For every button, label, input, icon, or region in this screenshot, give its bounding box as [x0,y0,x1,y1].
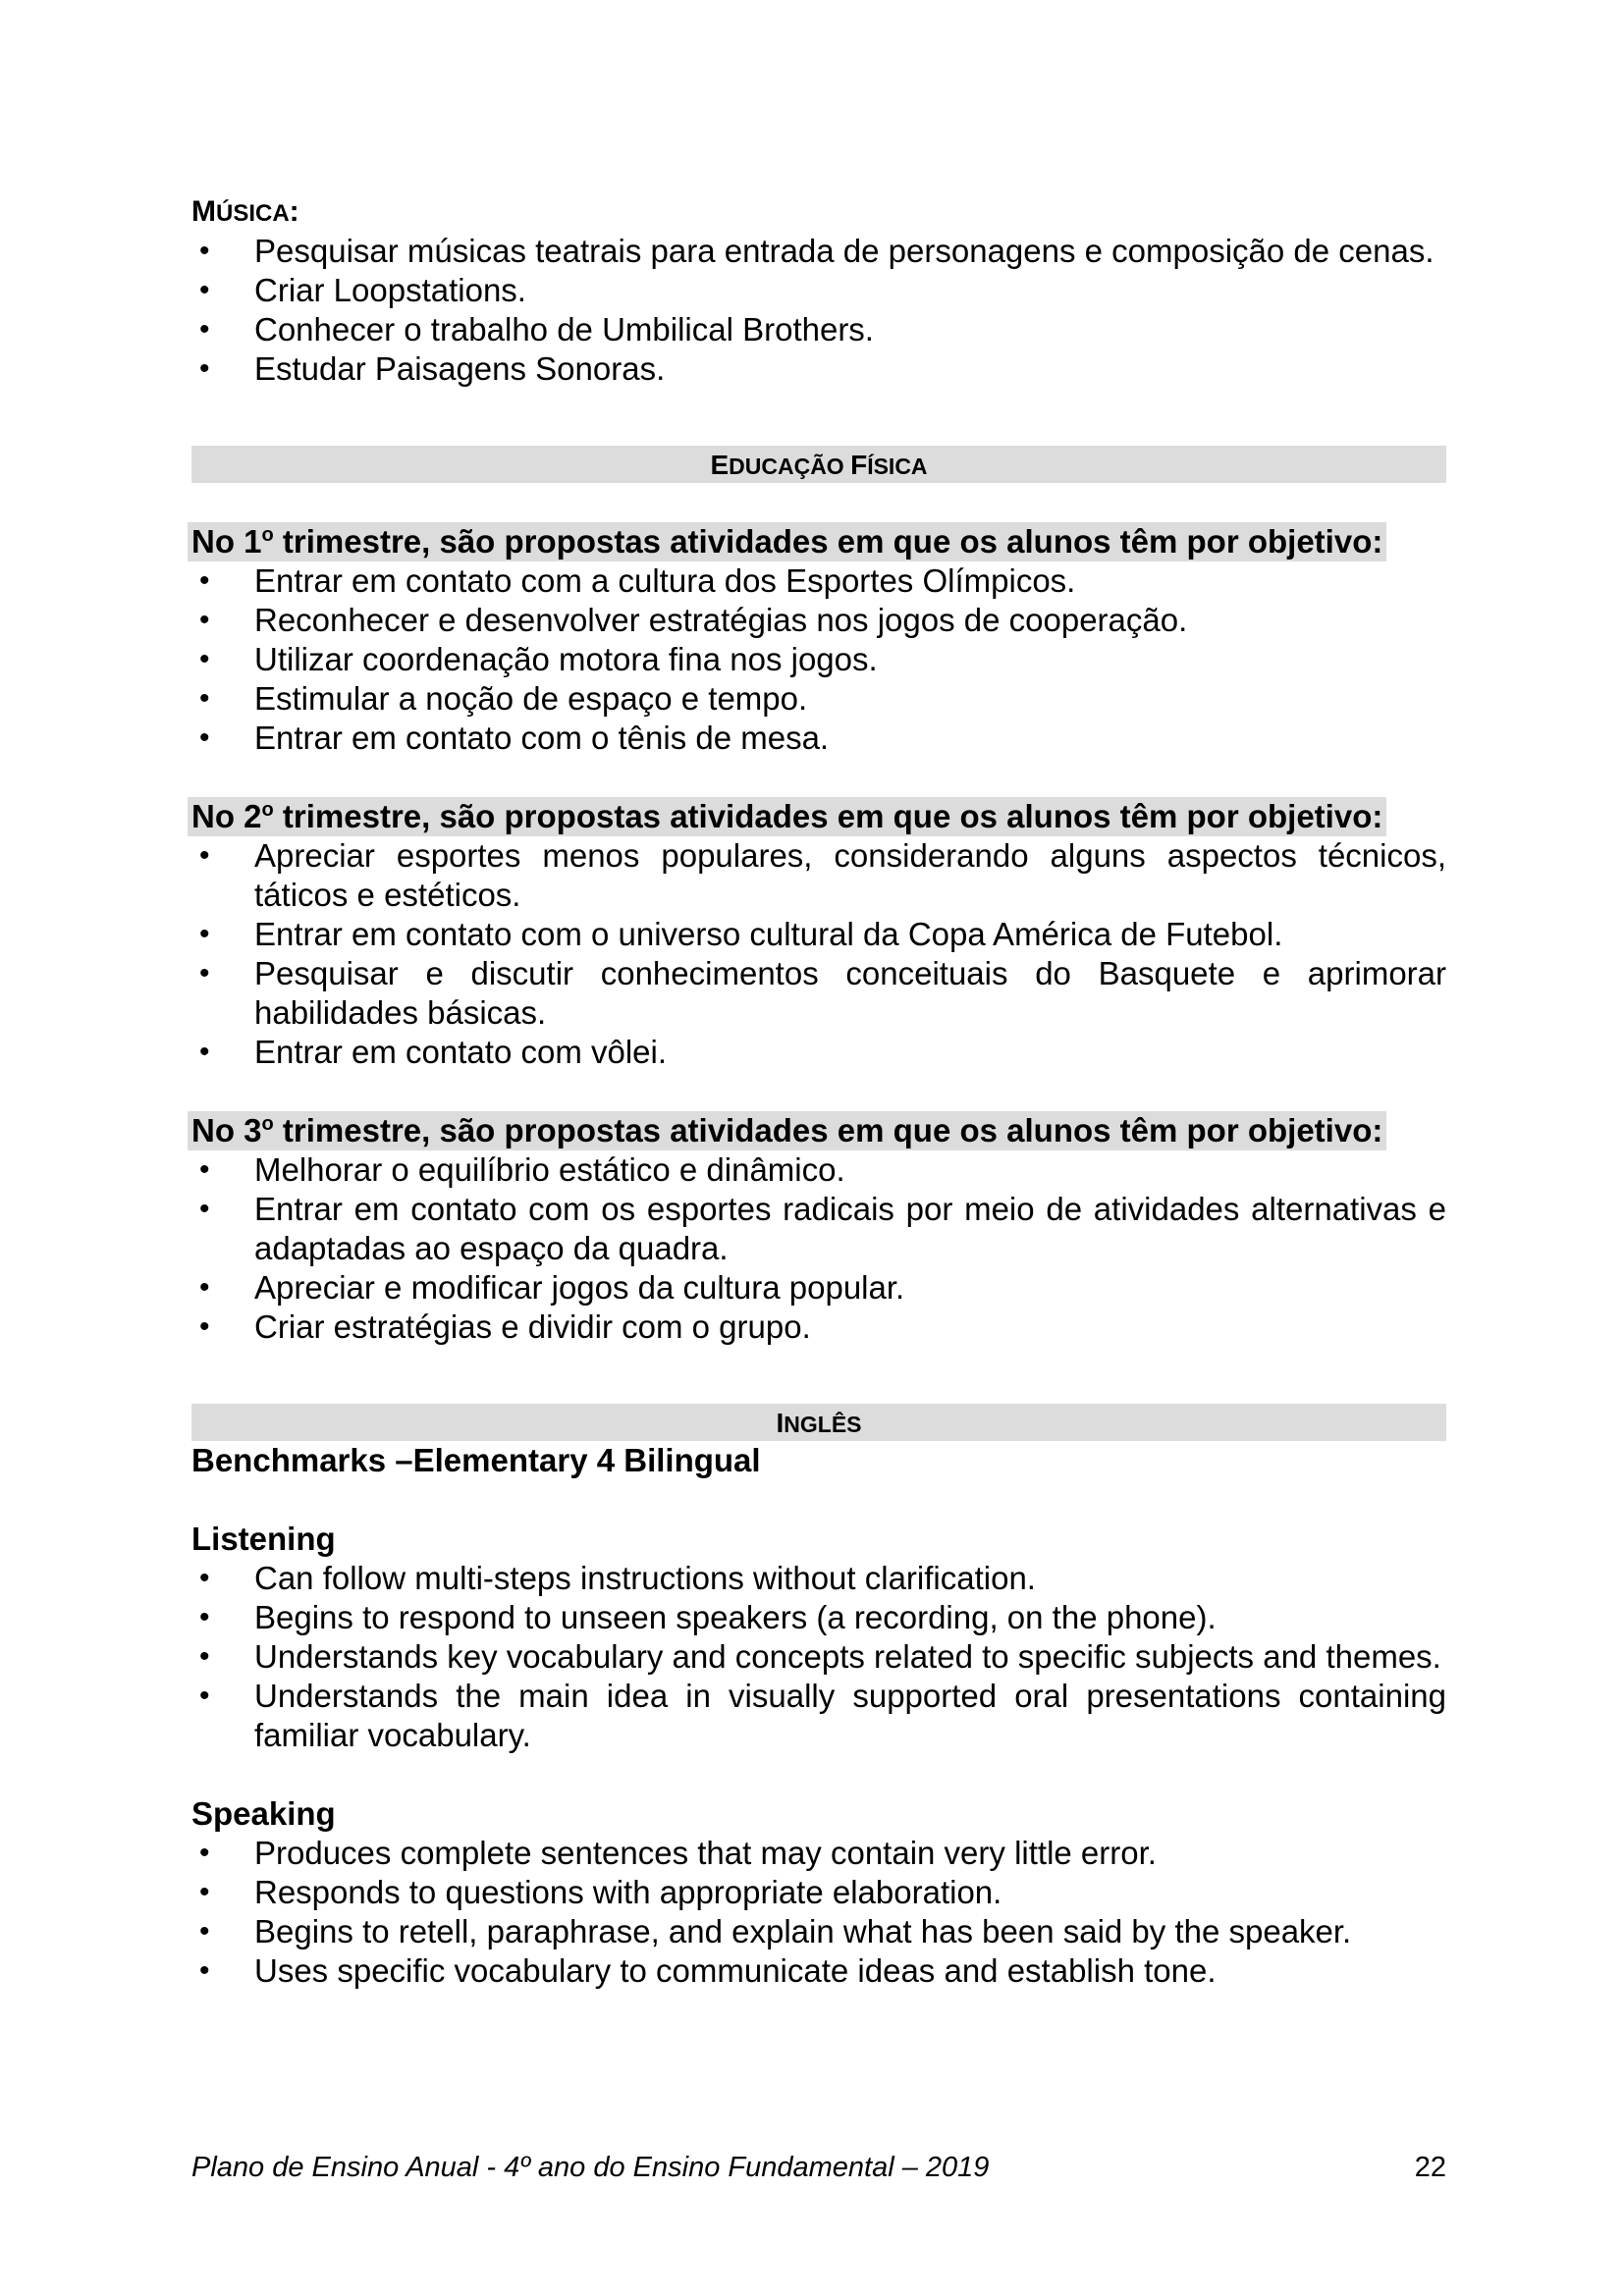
trimestre-3-heading: No 3$^o$ trimestre, são propostas atividades em que os alunos têm por objetivo: [191,1111,1446,1150]
list-item: • Entrar em contato com o tênis de mesa. [191,719,1446,758]
speaking-list [191,1834,1446,1991]
list-item: • Apreciar e modificar jogos da cultura popular. [191,1268,1446,1308]
list-item: • Melhorar o equilíbrio estático e dinâmico. [191,1150,1446,1190]
list-item: • Apreciar esportes menos populares, considerando alguns aspectos técnicos, táticos e estéticos. [191,836,1446,915]
trimestre-1-heading: No 1$^o$ trimestre, são propostas atividades em que os alunos têm por objetivo: [191,522,1446,561]
list-item: • Entrar em contato com o universo cultural da Copa América de Futebol. [191,915,1446,954]
trimestre-3-list [191,1150,1446,1347]
list-item: • Criar estratégias e dividir com o grupo. [191,1308,1446,1347]
list-item: • Utilizar coordenação motora fina nos jogos. [191,640,1446,679]
list-item: • Criar Loopstations. [191,271,1446,310]
educacao-fisica-band: EDUCAÇÃO FÍSICA [191,446,1446,483]
list-item: • Understands the main idea in visually supported oral presentations containing familiar vocabulary. [191,1677,1446,1755]
list-item: • Entrar em contato com vôlei. [191,1033,1446,1072]
document-page [191,192,1446,1991]
list-item: • Can follow multi-steps instructions without clarification. [191,1559,1446,1598]
page-footer [191,2150,1446,2185]
list-item: • Estudar Paisagens Sonoras. [191,349,1446,389]
footer-title: Plano de Ensino Anual - 4º ano do Ensino Fundamental – 2019 [191,2152,990,2183]
musica-list [191,232,1446,389]
list-item: • Responds to questions with appropriate elaboration. [191,1873,1446,1912]
list-item: • Entrar em contato com a cultura dos Esportes Olímpicos. [191,561,1446,601]
speaking-heading: Speaking [191,1795,336,1832]
listening-heading: Listening [191,1521,336,1557]
ingles-band: INGLÊS [191,1404,1446,1441]
list-item: • Begins to retell, paraphrase, and explain what has been said by the speaker. [191,1912,1446,1951]
list-item: • Uses specific vocabulary to communicate ideas and establish tone. [191,1951,1446,1991]
list-item: • Reconhecer e desenvolver estratégias nos jogos de cooperação. [191,601,1446,640]
benchmarks-heading: Benchmarks –Elementary 4 Bilingual [191,1442,761,1478]
list-item: • Conhecer o trabalho de Umbilical Brothers. [191,310,1446,349]
listening-list [191,1559,1446,1755]
trimestre-2-list [191,836,1446,1072]
list-item: • Entrar em contato com os esportes radicais por meio de atividades alternativas e adaptadas ao espaço da quadra. [191,1190,1446,1268]
list-item: • Begins to respond to unseen speakers (a recording, on the phone). [191,1598,1446,1637]
list-item: • Produces complete sentences that may contain very little error. [191,1834,1446,1873]
list-item: • Pesquisar e discutir conhecimentos conceituais do Basquete e aprimorar habilidades básicas. [191,954,1446,1033]
page-number: 22 [1414,2152,1446,2183]
list-item: • Pesquisar músicas teatrais para entrada de personagens e composição de cenas. [191,232,1446,271]
musica-heading: MÚSICA: [191,195,299,228]
trimestre-1-list [191,561,1446,758]
trimestre-2-heading: No 2$^o$ trimestre, são propostas atividades em que os alunos têm por objetivo: [191,797,1446,836]
list-item: • Estimular a noção de espaço e tempo. [191,679,1446,719]
list-item: • Understands key vocabulary and concepts related to specific subjects and themes. [191,1637,1446,1677]
